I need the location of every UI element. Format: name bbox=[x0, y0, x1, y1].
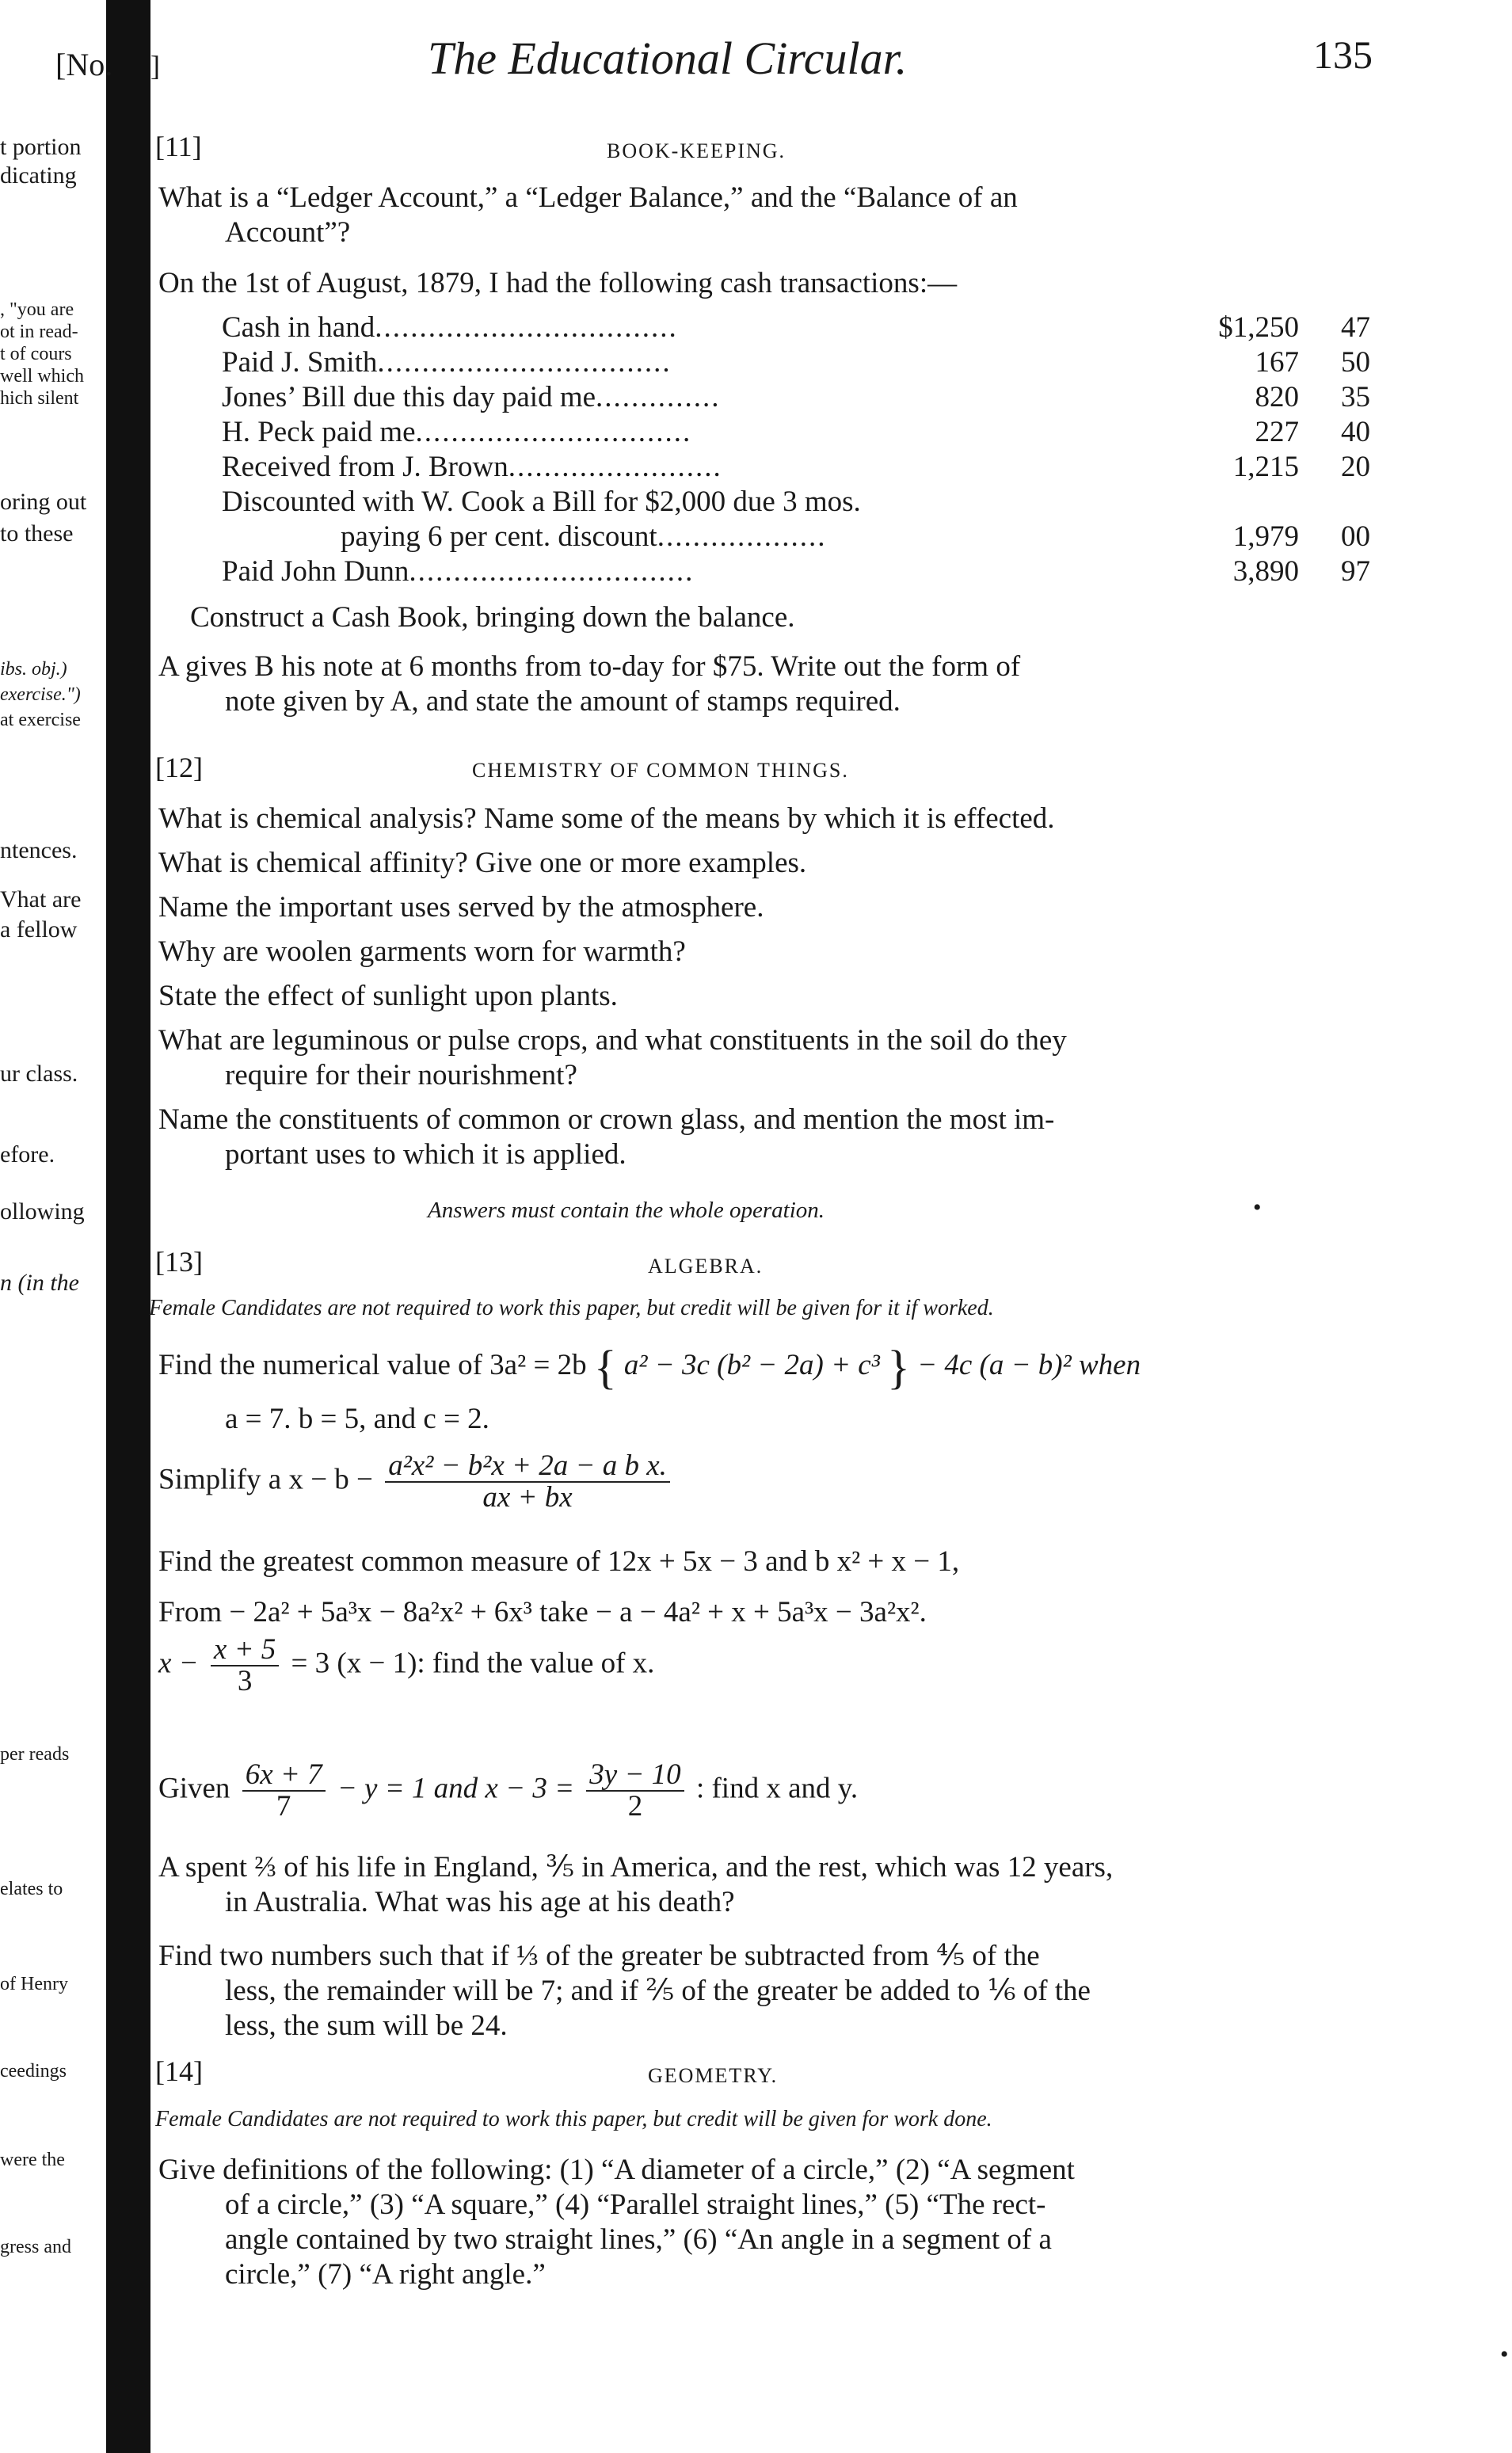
question bbox=[158, 649, 1489, 719]
ledger-description bbox=[222, 450, 1180, 485]
question-text: Find the numerical value of 3a² = 2b bbox=[158, 1349, 587, 1381]
ledger-dollars: 3,890 bbox=[1232, 555, 1299, 588]
question-line: Give definitions of the following: (1) “A diameter of a circle,” (2) “A segment bbox=[158, 2154, 1075, 2186]
fragment-line: n (in the bbox=[0, 1270, 79, 1296]
female-candidates-note: Female Candidates are not required to work this paper, but credit will be given for it if worked. bbox=[149, 1296, 994, 1320]
fragment-line: hich silent bbox=[0, 388, 79, 409]
fraction bbox=[586, 1760, 684, 1822]
question: What is chemical affinity? Give one or more examples. bbox=[158, 847, 807, 879]
fragment-line: well which bbox=[0, 366, 84, 387]
fraction-numerator: a²x² − b²x + 2a − a b x. bbox=[385, 1451, 670, 1483]
ledger-cents: 40 bbox=[1341, 416, 1370, 448]
leader-dots: ................................. bbox=[377, 346, 672, 379]
ledger-description-text: Discounted with W. Cook a Bill for $2,000 due 3 mos. bbox=[222, 486, 861, 518]
question-line: A gives B his note at 6 months from to-day for $75. Write out the form of bbox=[158, 650, 1021, 683]
leader-dots: ........................ bbox=[508, 451, 722, 483]
section-heading-algebra: ALGEBRA. bbox=[648, 1255, 764, 1278]
fragment-line: of Henry bbox=[0, 1974, 68, 1994]
fragment-line: elates to bbox=[0, 1879, 63, 1899]
fraction-denominator: 3 bbox=[237, 1665, 253, 1697]
leader-dots: ................... bbox=[657, 520, 827, 553]
binding-gutter bbox=[106, 0, 150, 2453]
leader-dots: .................................. bbox=[375, 311, 678, 344]
fraction bbox=[242, 1760, 326, 1822]
question bbox=[158, 1023, 1489, 1093]
fraction-denominator: 2 bbox=[627, 1790, 643, 1823]
ledger-description-text: Paid J. Smith bbox=[222, 346, 378, 379]
question-line: less, the remainder will be 7; and if ⅖ of the greater be added to ⅙ of the bbox=[225, 1975, 1091, 2007]
question-line: angle contained by two straight lines,” (6) “An angle in a segment of a bbox=[225, 2223, 1052, 2256]
brace-close: } bbox=[887, 1341, 910, 1394]
fraction-denominator: 7 bbox=[276, 1790, 291, 1823]
question: Why are woolen garments worn for warmth? bbox=[158, 935, 686, 968]
ledger-cents: 35 bbox=[1341, 381, 1370, 413]
math-expression: a² − 3c (b² − 2a) + c³ bbox=[623, 1349, 880, 1381]
ledger-row bbox=[222, 450, 1370, 485]
fragment-line: efore. bbox=[0, 1141, 55, 1167]
question-line: What is a “Ledger Account,” a “Ledger Balance,” and the “Balance of an bbox=[158, 181, 1018, 214]
leader-dots: ............................... bbox=[415, 416, 692, 448]
question-line: in Australia. What was his age at his death? bbox=[225, 1886, 735, 1918]
ledger-description-text: Received from J. Brown bbox=[222, 451, 508, 483]
fragment-line: ibs. obj.) bbox=[0, 659, 67, 680]
ledger-description-text: Paid John Dunn bbox=[222, 555, 409, 588]
question: Find the greatest common measure of 12x + 5x − 3 and b x² + x − 1, bbox=[158, 1545, 960, 1578]
question-text: = 3 (x − 1): find the value of x. bbox=[291, 1647, 655, 1680]
math-expression: − 4c (a − b)² when bbox=[917, 1349, 1141, 1381]
ledger-description bbox=[222, 485, 1180, 520]
cash-transactions-table bbox=[222, 310, 1370, 589]
ledger-row bbox=[222, 345, 1370, 380]
ledger-description-text: Jones’ Bill due this day paid me bbox=[222, 381, 596, 413]
ledger-dollars: 227 bbox=[1255, 416, 1299, 448]
question-line: note given by A, and state the amount of stamps required. bbox=[225, 685, 901, 718]
question bbox=[158, 1103, 1489, 1172]
ledger-cents: 20 bbox=[1341, 451, 1370, 483]
ledger-row bbox=[222, 380, 1370, 415]
question-text: Simplify a x − b − bbox=[158, 1463, 373, 1496]
ledger-dollars: $1,250 bbox=[1218, 311, 1299, 344]
section-heading-geometry: GEOMETRY. bbox=[648, 2064, 779, 2087]
ledger-row bbox=[222, 485, 1370, 520]
question: What is chemical analysis? Name some of the means by which it is effected. bbox=[158, 802, 1055, 835]
section-number-12: [12] bbox=[155, 752, 203, 783]
leader-dots: .............. bbox=[596, 381, 721, 413]
question-line: less, the sum will be 24. bbox=[225, 2009, 508, 2042]
question-line: Account”? bbox=[225, 216, 351, 249]
ledger-row bbox=[222, 554, 1370, 589]
ledger-row bbox=[222, 310, 1370, 345]
fragment-line: ot in read- bbox=[0, 322, 78, 342]
fragment-line: dicating bbox=[0, 162, 77, 189]
fraction-numerator: x + 5 bbox=[211, 1635, 279, 1666]
printer-dot: • bbox=[1253, 1194, 1262, 1221]
question bbox=[158, 1939, 1497, 2044]
fragment-line: exercise.") bbox=[0, 684, 81, 705]
ledger-dollars bbox=[1180, 485, 1299, 520]
question-line: circle,” (7) “A right angle.” bbox=[225, 2258, 546, 2291]
brace-open: { bbox=[593, 1341, 617, 1394]
question-text: Given bbox=[158, 1772, 230, 1805]
question: From − 2a² + 5a³x − 8a²x² + 6x³ take − a − 4a² + x + 5a³x − 3a²x². bbox=[158, 1596, 927, 1628]
question bbox=[158, 2153, 1497, 2292]
female-candidates-note: Female Candidates are not required to work this paper, but credit will be given for work done. bbox=[155, 2107, 992, 2131]
math-expression: x − bbox=[158, 1647, 199, 1680]
section-number-13: [13] bbox=[155, 1246, 203, 1278]
ledger-dollars: 167 bbox=[1255, 346, 1299, 379]
running-title: The Educational Circular. bbox=[428, 32, 908, 84]
previous-page-mark: [No. bbox=[55, 47, 113, 82]
ledger-row bbox=[222, 520, 1370, 554]
fragment-line: were the bbox=[0, 2150, 65, 2170]
fraction-denominator: ax + bx bbox=[482, 1481, 573, 1514]
ledger-description bbox=[222, 554, 1180, 589]
ledger-cents: 47 bbox=[1341, 311, 1370, 344]
ledger-description-text: H. Peck paid me bbox=[222, 416, 416, 448]
section-heading-chemistry: CHEMISTRY OF COMMON THINGS. bbox=[472, 759, 849, 782]
section-heading-bookkeeping: BOOK-KEEPING. bbox=[607, 139, 786, 162]
ledger-cents: 97 bbox=[1341, 555, 1370, 588]
question bbox=[158, 1341, 1141, 1394]
fragment-line: t of cours bbox=[0, 344, 72, 364]
ledger-description-text: Cash in hand bbox=[222, 311, 375, 344]
page-number: 135 bbox=[1313, 32, 1373, 77]
fragment-line: to these bbox=[0, 520, 74, 547]
fraction bbox=[385, 1451, 670, 1513]
question-continuation: a = 7. b = 5, and c = 2. bbox=[225, 1403, 489, 1435]
question-line: Find two numbers such that if ⅓ of the greater be subtracted from ⅘ of the bbox=[158, 1940, 1040, 1972]
question bbox=[158, 1451, 675, 1513]
question-intro: On the 1st of August, 1879, I had the following cash transactions:— bbox=[158, 267, 958, 299]
fragment-line: a fellow bbox=[0, 916, 78, 943]
question-line: require for their nourishment? bbox=[225, 1059, 577, 1091]
leader-dots: ................................ bbox=[409, 555, 695, 588]
fragment-line: ntences. bbox=[0, 837, 78, 863]
fragment-line: at exercise bbox=[0, 710, 81, 730]
ledger-dollars: 820 bbox=[1255, 381, 1299, 413]
ledger-description-text: paying 6 per cent. discount bbox=[341, 520, 657, 553]
ledger-cents bbox=[1299, 485, 1370, 520]
ledger-description bbox=[222, 520, 1180, 554]
question bbox=[158, 181, 1489, 250]
fragment-line: , "you are bbox=[0, 299, 74, 320]
ledger-description bbox=[222, 345, 1180, 380]
fragment-line: per reads bbox=[0, 1744, 70, 1765]
question-line: Name the constituents of common or crown glass, and mention the most im- bbox=[158, 1103, 1055, 1136]
fragment-line: oring out bbox=[0, 489, 87, 515]
ledger-description bbox=[222, 380, 1180, 415]
fragment-line: ceedings bbox=[0, 2061, 67, 2082]
question bbox=[158, 1635, 654, 1697]
question-line: A spent ⅔ of his life in England, ⅗ in America, and the rest, which was 12 years, bbox=[158, 1851, 1114, 1884]
ledger-description bbox=[222, 415, 1180, 450]
section-number-11: [11] bbox=[155, 131, 202, 162]
fraction-numerator: 6x + 7 bbox=[242, 1760, 326, 1792]
question-line: What are leguminous or pulse crops, and what constituents in the soil do they bbox=[158, 1024, 1067, 1057]
question: Name the important uses served by the atmosphere. bbox=[158, 891, 764, 924]
question: State the effect of sunlight upon plants. bbox=[158, 980, 618, 1012]
question-line: of a circle,” (3) “A square,” (4) “Parallel straight lines,” (5) “The rect- bbox=[225, 2188, 1046, 2221]
gutter-bracket: ] bbox=[150, 50, 160, 82]
fragment-line: Vhat are bbox=[0, 886, 82, 912]
printer-dot: • bbox=[1500, 2341, 1509, 2367]
instruction: Construct a Cash Book, bringing down the balance. bbox=[190, 601, 795, 634]
question-line: portant uses to which it is applied. bbox=[225, 1138, 627, 1171]
fragment-line: gress and bbox=[0, 2237, 71, 2257]
fraction bbox=[211, 1635, 279, 1697]
ledger-dollars: 1,979 bbox=[1232, 520, 1299, 553]
fraction-numerator: 3y − 10 bbox=[586, 1760, 684, 1792]
question bbox=[158, 1850, 1497, 1920]
ledger-row bbox=[222, 415, 1370, 450]
fragment-line: ur class. bbox=[0, 1061, 78, 1087]
ledger-dollars: 1,215 bbox=[1232, 451, 1299, 483]
math-expression: − y = 1 and x − 3 = bbox=[337, 1772, 575, 1805]
fragment-line: ollowing bbox=[0, 1198, 85, 1225]
question-text: : find x and y. bbox=[695, 1772, 859, 1805]
ledger-cents: 50 bbox=[1341, 346, 1370, 379]
ledger-description bbox=[222, 310, 1180, 345]
algebra-instruction: Answers must contain the whole operation. bbox=[428, 1198, 825, 1223]
ledger-cents: 00 bbox=[1341, 520, 1370, 553]
question bbox=[158, 1760, 858, 1822]
section-number-14: [14] bbox=[155, 2055, 203, 2087]
fragment-line: t portion bbox=[0, 134, 82, 160]
